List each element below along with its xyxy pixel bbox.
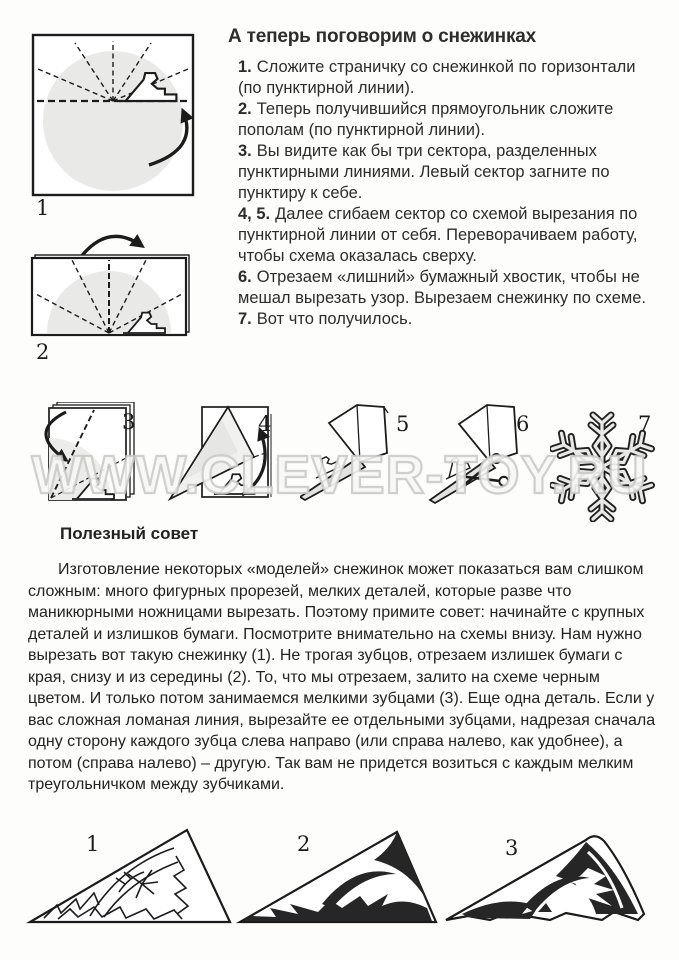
figure-1-label: 1 [36, 196, 50, 220]
instruction-steps [238, 57, 662, 330]
step-2-number: 2. [238, 100, 252, 118]
schema-3-label: 3 [505, 836, 519, 860]
schema-2-label: 2 [297, 832, 311, 856]
figure-1-folding-square [31, 33, 207, 203]
step-6-number: 6. [238, 268, 252, 286]
step-4-5 [238, 204, 662, 267]
step-7 [238, 309, 662, 330]
figure-2-label: 2 [36, 340, 50, 364]
step-3-text: Вы видите как бы три сектора, разделенных пунктирными линиями. Левый сектор загните по пунктиру к себе. [238, 142, 610, 202]
step-1-text: Сложите страничку со снежинкой по горизонтали (по пунктирной линии). [238, 58, 636, 97]
tip-heading: Полезный совет [60, 524, 199, 543]
schema-1-outline-pattern [24, 822, 236, 930]
schema-1-label: 1 [86, 832, 100, 856]
step-7-text: Вот что получилось. [256, 310, 413, 328]
figure-7-label: 7 [638, 412, 652, 436]
step-3-number: 3. [238, 142, 252, 160]
figure-3-label: 3 [122, 410, 136, 434]
step-1-number: 1. [238, 58, 252, 76]
tip-body: Изготовление некоторых «моделей» снежинок может показаться вам слишком сложным: много фигурных прорезей, мелких деталей, которые разве что маникюрными ножницами вырезать. Поэтому примите совет: начинайте с крупных деталей и излишков бумаги. Посмотрите внимательно на схемы внизу. Нам нужно вырезать вот такую снежинку (1). Не трогая зубцов, отрезаем излишек бумаги с края, снизу и из середины (2). То, что мы отрезаем, залито на схеме черным цветом. И только потом занимаемся мелкими зубцами (3). Еще одна деталь. Если у вас сложная ломаная линия, вырезайте ее отдельными зубцами, надрезая сначала одну сторону каждого зубца слева направо (или справа налево, как удобнее), а потом (справа налево) – другую. Так вам не придется возиться с каждым мелким треугольничком между зубчиками. [28, 561, 656, 793]
schema-3-final-snowflake-sector [438, 824, 656, 929]
step-6-text: Отрезаем «лишний» бумажный хвостик, чтобы не мешал вырезать узор. Вырезаем снежинку по схеме. [238, 268, 646, 307]
schema-2-black-excess [232, 822, 444, 930]
step-4-5-text: Далее сгибаем сектор со схемой вырезания по пунктирной линии от себя. Переворачиваем работу, чтобы схема оказалась сверху. [238, 205, 638, 265]
figure-4-label: 4 [258, 412, 272, 436]
step-2-text: Теперь получившийся прямоугольник сложите пополам (по пунктирной линии). [238, 100, 614, 139]
figure-5-label: 5 [396, 412, 410, 436]
step-6 [238, 267, 662, 309]
step-4-5-number: 4, 5. [238, 205, 271, 223]
watermark-text: WWW.CLEVER-TOY.RU [31, 445, 648, 505]
step-7-number: 7. [238, 310, 252, 328]
step-3 [238, 141, 662, 204]
page-title: А теперь поговорим о снежинках [228, 26, 537, 47]
step-2 [238, 99, 662, 141]
figure-6-label: 6 [516, 412, 530, 436]
figure-2-folded-rectangle [28, 222, 238, 362]
step-1 [238, 57, 662, 99]
